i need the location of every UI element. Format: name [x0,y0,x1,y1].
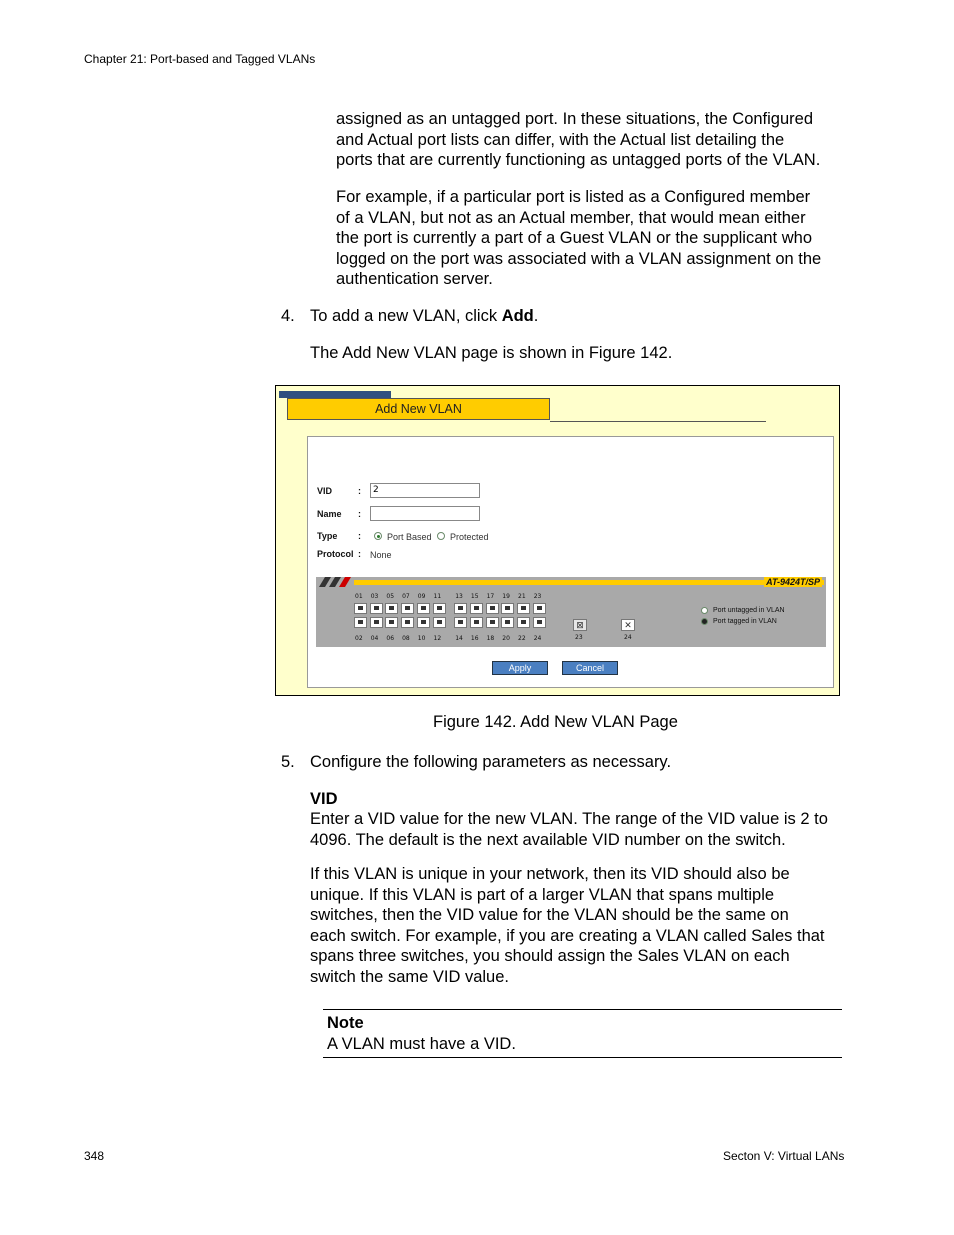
port-jack[interactable] [433,617,446,628]
port-jack[interactable] [433,603,446,614]
step-4-followup: The Add New VLAN page is shown in Figure 142. [310,344,673,362]
protected-radio[interactable] [437,532,445,540]
port-jack[interactable] [533,603,546,614]
note-top-rule [323,1009,842,1010]
port-label-bottom: 16 [470,635,479,642]
protected-label: Protected [450,532,489,542]
legend-untagged-label: Port untagged in VLAN [713,607,785,614]
port-label-bottom: 22 [518,635,526,642]
switch-stripe [354,580,824,585]
step-4-number: 4. [281,307,295,325]
port-label-top: 11 [433,593,442,600]
type-colon: : [358,531,361,541]
port-label-top: 15 [470,593,479,600]
note-title: Note [327,1014,364,1032]
paragraph-untagged: assigned as an untagged port. In these situations, the Configured and Actual port lists can differ, with the Actual list detailing the ports that are currently functioning as untagged ports of the VLAN. [336,110,821,169]
paragraph-example: For example, if a particular port is listed as a Configured member of a VLAN, but not as an Actual member, that would mean either the port is currently a part of a Guest VLAN or the supplicant who logged on the port was associated with a VLAN assignment on the authentication server. [336,188,822,288]
port-jack[interactable] [486,617,499,628]
port-label-bottom: 04 [370,635,379,642]
port-jack[interactable] [370,617,383,628]
vid-description: Enter a VID value for the new VLAN. The range of the VID value is 2 to 4096. The default is the next available VID number on the switch. [310,810,828,849]
tab-underline [550,421,766,422]
port-based-radio[interactable] [374,532,382,540]
tab-bar [279,391,391,398]
cancel-button[interactable]: Cancel [562,661,618,675]
sfp-port-23[interactable]: ⊠ [573,619,587,631]
port-label-top: 13 [455,593,463,600]
switch-faceplate [316,577,826,647]
port-jack[interactable] [501,617,514,628]
name-label: Name [317,509,342,519]
vid-input[interactable]: 2 [370,483,480,498]
port-label-top: 03 [370,593,379,600]
legend-tagged-label: Port tagged in VLAN [713,618,777,625]
name-colon: : [358,509,361,519]
protocol-colon: : [358,549,361,559]
port-label-bottom: 06 [386,635,395,642]
allied-telesis-logo-icon [319,577,351,587]
port-label-top: 07 [402,593,410,600]
step-5-number: 5. [281,753,295,771]
port-label-bottom: 18 [486,635,495,642]
step-4-text: To add a new VLAN, click Add. [310,307,539,325]
port-label-bottom: 12 [433,635,442,642]
port-jack[interactable] [417,617,430,628]
sfp-label-23: 23 [575,634,583,641]
port-jack[interactable] [486,603,499,614]
vid-heading: VID [310,790,338,808]
name-input[interactable] [370,506,480,521]
page-number: 348 [84,1149,105,1163]
add-new-vlan-figure [275,385,840,696]
section-footer: Secton V: Virtual LANs [723,1149,845,1163]
port-label-bottom: 02 [355,635,363,642]
port-label-bottom: 08 [402,635,410,642]
port-label-top: 05 [386,593,395,600]
sfp-port-24[interactable]: ✕ [621,619,635,631]
port-label-top: 09 [417,593,426,600]
port-jack[interactable] [517,603,530,614]
port-jack[interactable] [470,603,483,614]
protocol-value: None [370,550,392,560]
port-label-top: 01 [355,593,363,600]
apply-button[interactable]: Apply [492,661,548,675]
switch-model: AT-9424T/SP [766,577,820,587]
legend-tagged-icon [701,618,708,625]
port-jack[interactable] [354,617,367,628]
port-jack[interactable] [417,603,430,614]
port-jack[interactable] [533,617,546,628]
port-jack[interactable] [401,617,414,628]
port-jack[interactable] [454,603,467,614]
step-5-text: Configure the following parameters as necessary. [310,753,672,771]
port-jack[interactable] [470,617,483,628]
port-jack[interactable] [370,603,383,614]
port-jack[interactable] [385,603,398,614]
note-bottom-rule [323,1057,842,1058]
tab-add-new-vlan[interactable]: Add New VLAN [287,398,550,420]
vid-uniqueness-paragraph: If this VLAN is unique in your network, then its VID should also be unique. If this VLAN is part of a larger VLAN that spans multiple switches, then the VID value for the VLAN should be the same on each switch. For example, if you are creating a VLAN called Sales that spans three switches, you should assign the Sales VLAN on each switch the same VID value. [310,865,825,986]
port-label-top: 17 [486,593,495,600]
port-jack[interactable] [454,617,467,628]
note-text: A VLAN must have a VID. [327,1035,516,1053]
port-jack[interactable] [385,617,398,628]
form-panel [307,436,834,688]
vid-colon: : [358,486,361,496]
port-label-top: 23 [533,593,542,600]
port-jack[interactable] [354,603,367,614]
figure-caption: Figure 142. Add New VLAN Page [433,713,678,731]
port-label-bottom: 24 [533,635,542,642]
sfp-label-24: 24 [624,634,632,641]
port-based-label: Port Based [387,532,432,542]
port-jack[interactable] [401,603,414,614]
protocol-label: Protocol [317,549,354,559]
port-label-bottom: 14 [455,635,463,642]
vid-label: VID [317,486,333,496]
port-label-top: 21 [518,593,526,600]
port-label-top: 19 [502,593,510,600]
legend-untagged-icon [701,607,708,614]
port-label-bottom: 10 [417,635,426,642]
type-label: Type [317,531,338,541]
port-label-bottom: 20 [502,635,510,642]
port-jack[interactable] [501,603,514,614]
port-jack[interactable] [517,617,530,628]
running-header: Chapter 21: Port-based and Tagged VLANs [84,52,316,66]
